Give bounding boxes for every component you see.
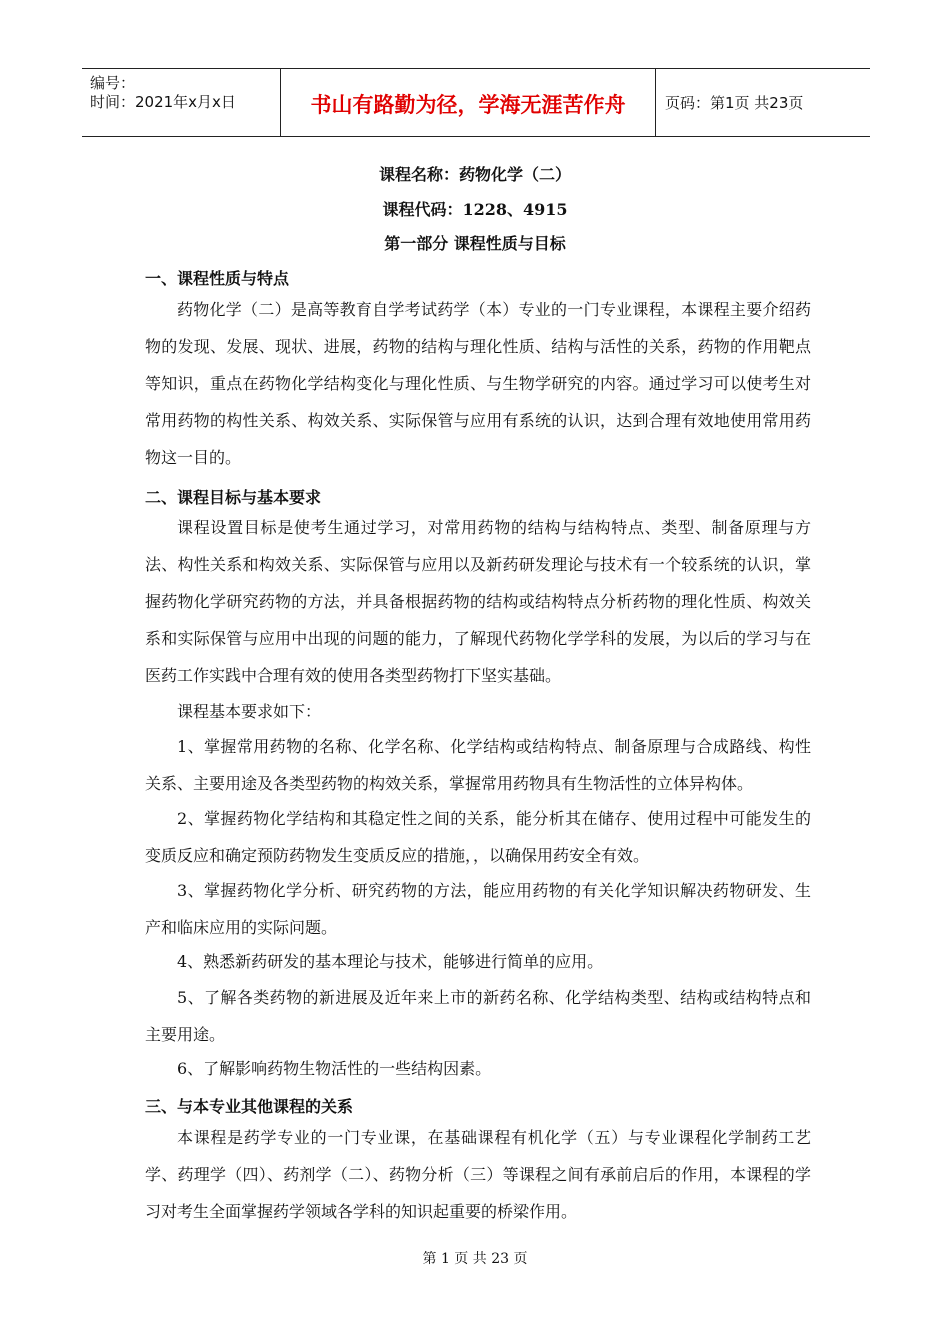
section-3-paragraph: 本课程是药学专业的一门专业课，在基础课程有机化学（五）与专业课程化学制药工艺学、药理学（四）、药剂学（二）、药物分析（三）等课程之间有承前启后的作用，本课程的学习对考生全面掌握药学领域各学科的知识起重要的桥梁作用。 — [145, 1128, 811, 1221]
section-1-paragraph: 药物化学（二）是高等教育自学考试药学（本）专业的一门专业课程，本课程主要介绍药物的发现、发展、现状、进展，药物的结构与理化性质、结构与活性的关系，药物的作用靶点等知识，重点在药物化学结构变化与理化性质、与生物学研究的内容。通过学习可以使考生对常用药物的构性关系、构效关系、实际保管与应用有系统的认识，达到合理有效地使用常用药物这一目的。 — [145, 300, 811, 467]
number-label: 编号： — [90, 74, 136, 92]
page-footer: 第 1 页 共 23 页 — [422, 1251, 528, 1267]
section-2-paragraph: 课程设置目标是使考生通过学习，对常用药物的结构与结构特点、类型、制备原理与方法、构性关系和构效关系、实际保管与应用以及新药研发理论与技术有一个较系统的认识，掌握药物化学研究药物的方法，并具备根据药物的结构或结构特点分析药物的理化性质、构效关系和实际保管与应用中出现的问题的能力，了解现代药物化学学科的发展，为以后的学习与在医药工作实践中合理有效的使用各类型药物打下坚实基础。 — [145, 518, 811, 685]
header-page-label: 页码：第1页 共23页 — [665, 94, 804, 112]
header-motto: 书山有路勤为径，学海无涯苦作舟 — [310, 93, 626, 117]
header-left-cell — [82, 69, 280, 136]
course-name: 课程名称：药物化学（二） — [378, 165, 571, 184]
header-center-cell — [280, 69, 656, 136]
date-label: 时间：2021年x月x日 — [90, 93, 236, 111]
requirement-item-3: 3、掌握药物化学分析、研究药物的方法，能应用药物的有关化学知识解决药物研发、生产和临床应用的实际问题。 — [145, 881, 811, 937]
requirement-item-5: 5、了解各类药物的新进展及近年来上市的新药名称、化学结构类型、结构或结构特点和主要用途。 — [145, 988, 811, 1044]
requirements-intro: 课程基本要求如下： — [177, 702, 322, 721]
section-1-heading: 一、课程性质与特点 — [145, 269, 290, 288]
requirement-item-2: 2、掌握药物化学结构和其稳定性之间的关系，能分析其在储存、使用过程中可能发生的变质反应和确定预防药物发生变质反应的措施，，以确保用药安全有效。 — [145, 809, 811, 865]
header-right-cell — [655, 69, 870, 136]
requirement-item-1: 1、掌握常用药物的名称、化学名称、化学结构或结构特点、制备原理与合成路线、构性关系、主要用途及各类型药物的构效关系，掌握常用药物具有生物活性的立体异构体。 — [145, 737, 811, 793]
section-2-heading: 二、课程目标与基本要求 — [145, 488, 322, 507]
page-header — [82, 68, 870, 137]
requirement-item-6: 6、了解影响药物生物活性的一些结构因素。 — [177, 1059, 492, 1078]
section-3-heading: 三、与本专业其他课程的关系 — [145, 1097, 354, 1116]
part-title: 第一部分 课程性质与目标 — [384, 234, 566, 253]
requirement-item-4: 4、熟悉新药研发的基本理论与技术，能够进行简单的应用。 — [177, 952, 604, 971]
course-code: 课程代码：1228、4915 — [382, 200, 568, 219]
